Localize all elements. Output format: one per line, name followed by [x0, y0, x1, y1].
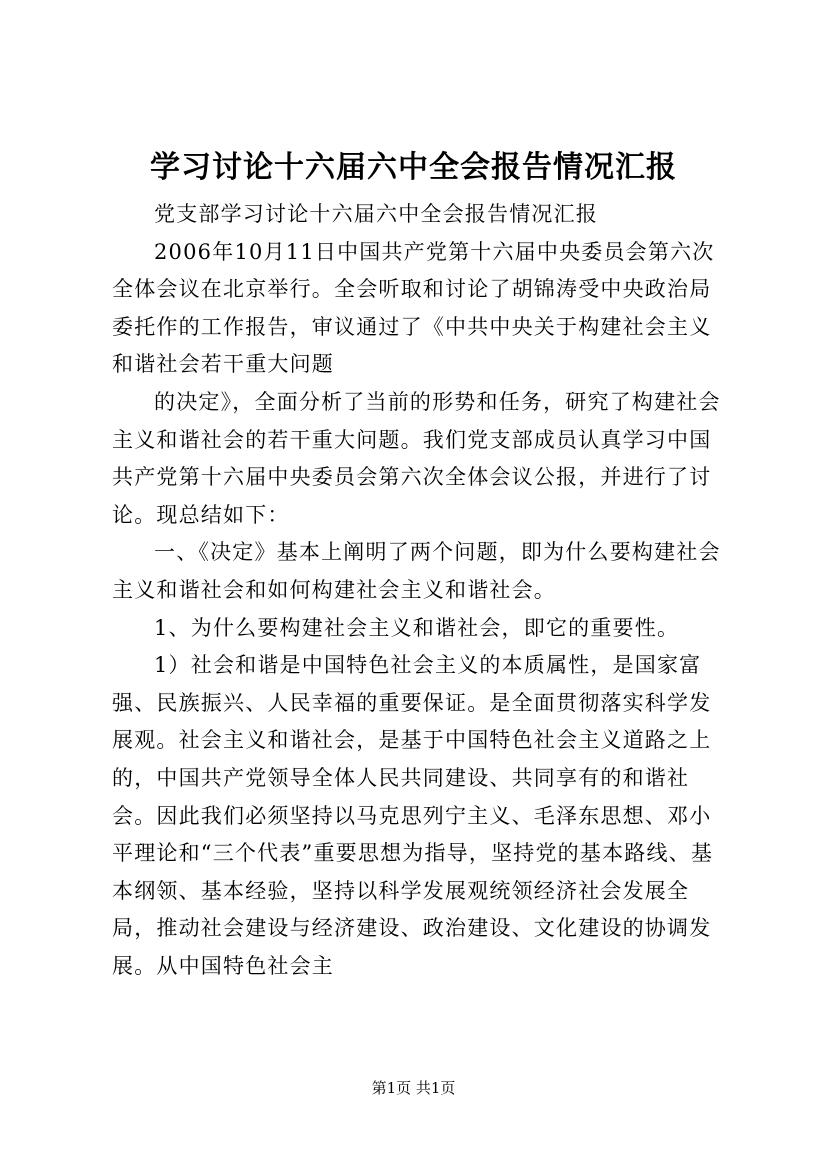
page-number-footer: 第1页 共1页 — [371, 1079, 456, 1097]
body-paragraph: 1）社会和谐是中国特色社会主义的本质属性，是国家富强、民族振兴、人民幸福的重要保证。是全面贯彻落实科学发展观。社会主义和谐社会，是基于中国特色社会主义道路之上的，中国共产党领导全体人民共同建设、共同享有的和谐社会。因此我们必须坚持以马克思列宁主义、毛泽东思想、邓小平理论和“三个代表”重要思想为指导，坚持党的基本路线、基本纲领、基本经验，坚持以科学发展观统领经济社会发展全局，推动社会建设与经济建设、政治建设、文化建设的协调发展。从中国特色社会主 — [112, 653, 714, 978]
subtitle-paragraph: 党支部学习讨论十六届六中全会报告情况汇报 — [154, 202, 598, 226]
document-body — [112, 196, 732, 985]
body-paragraph: 2006年10月11日中国共产党第十六届中央委员会第六次全体会议在北京举行。全会听取和讨论了胡锦涛受中央政治局委托作的工作报告，审议通过了《中共中央关于构建社会主义和谐社会若干重大问题 — [112, 239, 715, 377]
document-title: 学习讨论十六届六中全会报告情况汇报 — [150, 150, 677, 185]
body-paragraph: 一、《决定》基本上阐明了两个问题，即为什么要构建社会主义和谐社会和如何构建社会主义和谐社会。 — [112, 540, 721, 602]
body-paragraph: 1、为什么要构建社会主义和谐社会，即它的重要性。 — [154, 615, 680, 640]
body-paragraph: 的决定》，全面分析了当前的形势和任务，研究了构建社会主义和谐社会的若干重大问题。我们党支部成员认真学习中国共产党第十六届中央委员会第六次全体会议公报，并进行了讨论。现总结如下： — [112, 389, 721, 527]
